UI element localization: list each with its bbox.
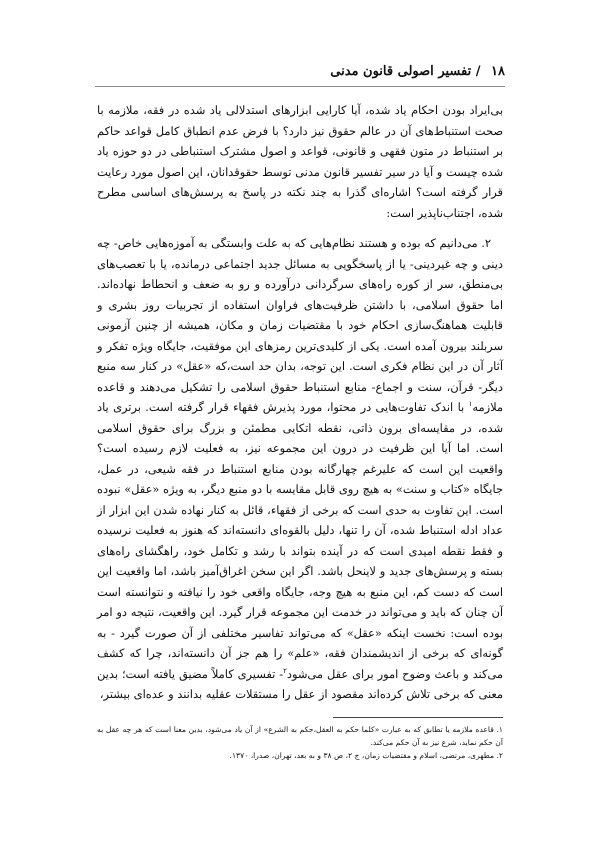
paragraph-2-part-c: - تفسیری کاملاً مضیق یافته است؛ بدین معنی که برخی تلاش کرده‌اند مقصود از عقل را مستقلات عقلیه بدانند و عده‌ای بیشتر، <box>97 666 503 701</box>
footnote-marker-1[interactable]: ۱ <box>468 400 473 409</box>
paragraph-2-part-b: با اندک تفاوت‌هایی در محتوا، مورد پذیرش فقهاء قرار گرفته است. برتری یاد شده، در مقایسه‌ای برون ذاتی، نقطه اتکایی مطمئن و بزرگ برای حقوق اسلامی است. اما آیا این ظرفیت در درون این مجموعه نیز، به فعلیت لازم رسیده است؟ واقعیت این است که علیرغم چهارگانه بودن منابع استنباط در فقه شیعی، در عمل، جایگاه «کتاب و سنت» به هیچ روی قابل مقایسه با دو منبع دیگر، به ویژه «عقل» نبوده است. این تفاوت به حدی است که برخی از فقهاء، قائل به کنار نهاده شدن این ابزار از عداد ادله استنباط شده، آن را تنها، دلیل بالقوه‌ای دانسته‌اند که هنوز به فعلیت نرسیده و فقط نقطه امیدی است که در آینده بتواند با رشد و تکامل خود، راهگشای راه‌های بسته و پرسش‌های جدید و لاینحل باشد. اگر این سخن اغراق‌آمیز باشد، اما واقعیت این است که دست کم، این منبع به هیچ وجه، جایگاه واقعی خود را نیافته و نتوانسته است آن چنان که باید و می‌تواند در خدمت این مجموعه قرار گیرد. این واقعیت، نتیجه دو امر بوده است: نخست اینکه «عقل» که می‌تواند تفاسیر مختلفی از آن صورت گیرد - به گونه‌ای که برخی از اندیشمندان فقه، «علم» را هم جز آن دانسته‌اند، چرا که کشف می‌کند و باعث وضوح امور برای عقل می‌شود <box>97 400 504 681</box>
footnote-2: ۲. مطهری، مرتضی، اسلام و مقتضیات زمان، ج ۲، ص ۳۸ و به بعد، تهران، صدرا، ۱۳۷۰. <box>229 751 503 760</box>
running-head <box>95 62 505 82</box>
footnote-1: ۱. قاعده ملازمه یا تطابق که به عبارت «کلما حکم به العقل،حکم به الشرع» از آن یاد می‌شود، بدین معنا است که هر چه عقل به آن حکم نماید، شرع نیز به آن حکم می‌کند. <box>97 725 503 747</box>
footnotes <box>97 724 503 764</box>
paragraph-2 <box>97 233 503 705</box>
page-number: ۱۸ <box>491 64 505 79</box>
paragraph-intro: بی‌ایراد بودن احکام یاد شده، آیا کارایی ابزارهای استدلالی یاد شده در فقه، ملازمه با صحت استنباط‌های آن در عالم حقوق نیز دارد؟ با فرض عدم انطباق کامل قواعد حاکم بر استنباط در متون فقهی و قانونی، قواعد و اصول مشترک استنباطی در دو حوزه یاد شده چیست و آیا در سیر تفسیر قانون مدنی توسط حقوقدانان، این اصول مورد رعایت قرار گرفته است؟ اشاره‌ای گذرا به چند نکته در پاسخ به پرسش‌های اساسی مطرح شده، اجتناب‌ناپذیر است: <box>97 103 503 220</box>
book-title: تفسیر اصولی قانون مدنی <box>330 64 472 79</box>
header-rule <box>95 86 505 87</box>
paragraph-2-part-a: ۲. می‌دانیم که بوده و هستند نظام‌هایی که به علت وابستگی به آموزه‌هایی خاص- چه دینی و چه غیردینی- یا از پاسخگویی به مسائل جدید اجتماعی درمانده، یا با تعصب‌های بی‌منطق، سر از کوره راه‌های سرگردانی درآورده و رو به ضعف و انحطاط نهاده‌اند. اما حقوق اسلامی، با داشتن ظرفیت‌های فراوان استفاده از تجربیات روز بشری و قابلیت هماهنگ‌سازی احکام خود با مقتضیات زمان و مکان، همیشه از چنین آزمونی سربلند بیرون آمده است. یکی از کلیدی‌ترین رمزهای این موفقیت، جایگاه ویژه تفکر و آثار آن در این نظام فکری است. این توجه، بدان حد است،که «عقل» در کنار سه منبع دیگر- قرآن، سنت و اجماع- منابع استنباط حقوق اسلامی را تشکیل می‌دهند و قاعده ملازمه <box>97 236 503 414</box>
body-text <box>97 100 503 715</box>
header-separator: / <box>475 64 481 79</box>
footnote-marker-2[interactable]: ۲ <box>283 666 287 675</box>
footnote-rule <box>333 717 503 718</box>
